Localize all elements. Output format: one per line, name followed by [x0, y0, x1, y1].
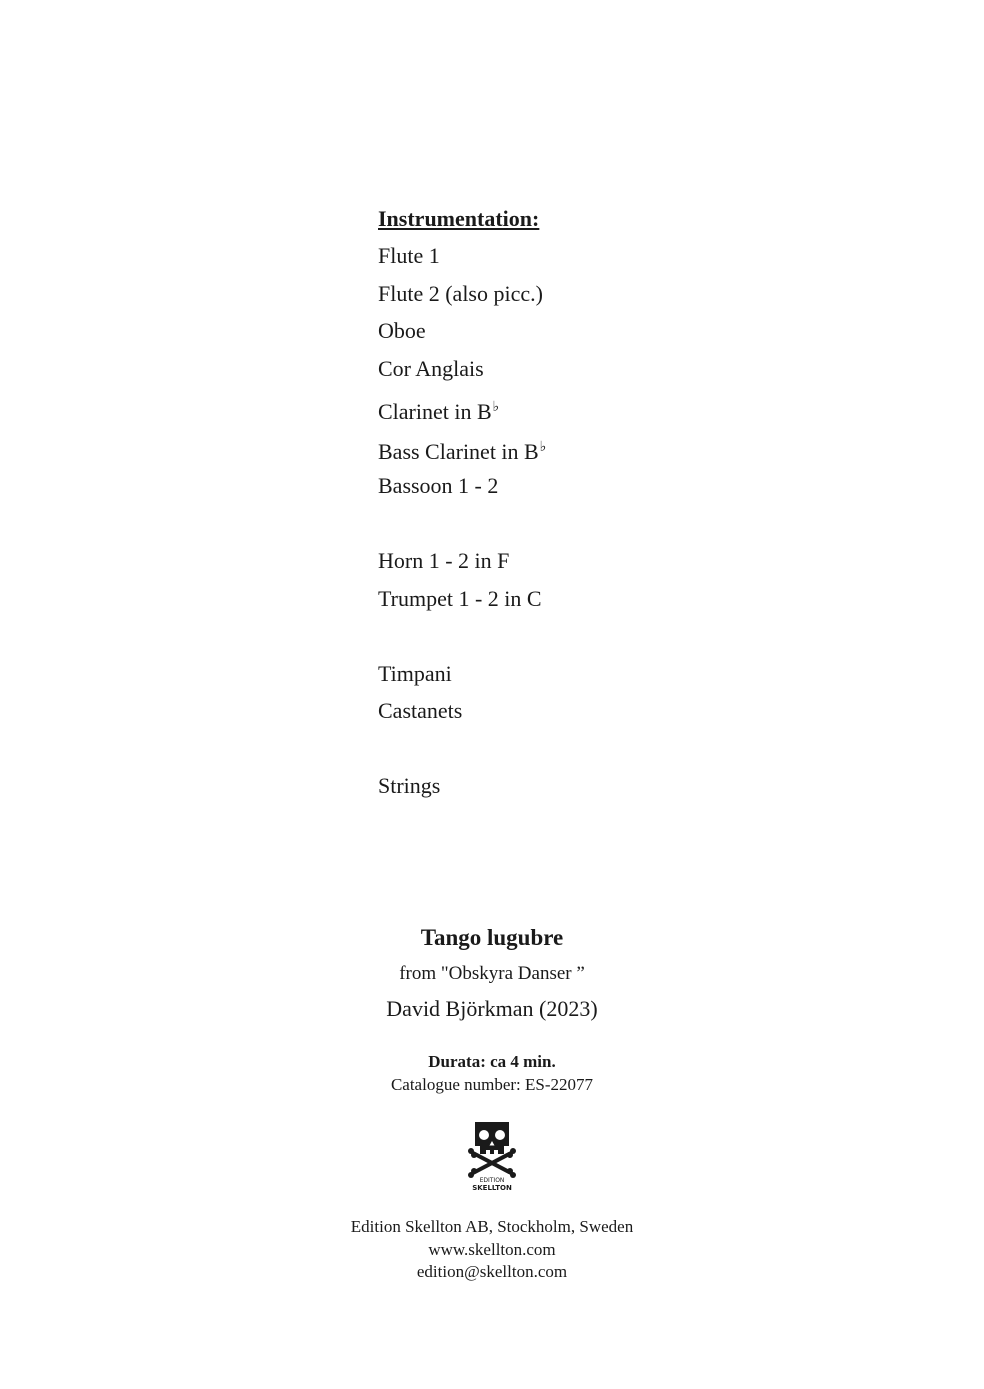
instrument-timpani: Timpani [378, 660, 452, 686]
instrument-clarinet-label: Clarinet in B [378, 399, 492, 424]
instrument-strings: Strings [378, 773, 441, 798]
section-gap [378, 730, 798, 768]
flat-sign: ♭ [539, 439, 547, 455]
instrument-cor-anglais: Cor Anglais [378, 355, 484, 381]
publisher-name: Edition Skellton AB, Stockholm, Sweden [350, 1217, 634, 1236]
catalogue-number: Catalogue number: ES-22077 [390, 1075, 594, 1094]
skull-crossbones-icon [463, 1120, 521, 1192]
work-title: Tango lugubre [420, 925, 564, 950]
publisher-info [0, 1216, 984, 1284]
logo-line-1: EDITION [479, 1177, 505, 1184]
instrument-flute-2: Flute 2 (also picc.) [378, 280, 543, 306]
instrument-oboe: Oboe [378, 318, 426, 343]
flat-sign: ♭ [492, 399, 500, 415]
instrumentation-heading: Instrumentation: [378, 206, 540, 231]
logo-line-2: SKELLTON [472, 1184, 512, 1192]
composer: David Björkman (2023) [386, 996, 598, 1021]
instrument-castanets: Castanets [378, 698, 463, 723]
instrument-clarinet [378, 387, 798, 427]
duration: Durata: ca 4 min. [428, 1052, 556, 1071]
section-gap [378, 617, 798, 655]
publisher-website[interactable]: www.skellton.com [428, 1239, 556, 1259]
instrument-horn: Horn 1 - 2 in F [378, 548, 510, 573]
instrument-bass-clarinet [378, 427, 798, 467]
instrument-flute-1: Flute 1 [378, 243, 440, 268]
publisher-email[interactable]: edition@skellton.com [416, 1262, 568, 1281]
instrument-bassoon: Bassoon 1 - 2 [378, 473, 499, 498]
instrument-trumpet: Trumpet 1 - 2 in C [378, 585, 542, 611]
instrument-bass-clarinet-label: Bass Clarinet in B [378, 439, 539, 464]
instrumentation-list [378, 200, 798, 805]
work-source: from "Obskyra Danser ” [399, 963, 585, 984]
section-gap [378, 505, 798, 543]
